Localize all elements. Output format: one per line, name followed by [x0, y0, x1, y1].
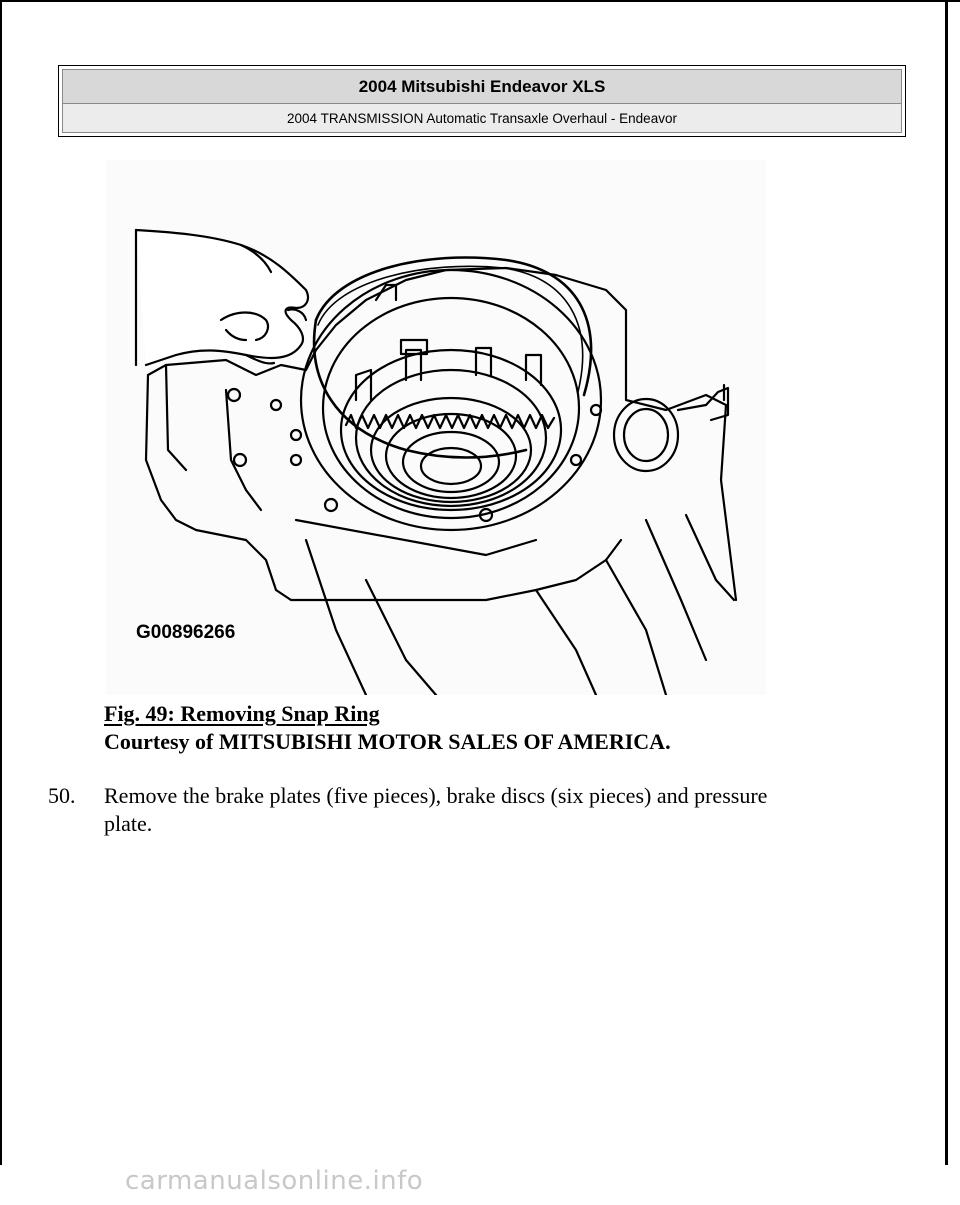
document-header — [58, 65, 906, 137]
frame-top-border — [0, 0, 960, 2]
step-text — [104, 782, 864, 838]
header-inner — [62, 69, 902, 133]
figure-courtesy: Courtesy of MITSUBISHI MOTOR SALES OF AMERICA. — [104, 729, 671, 754]
step-line-2: plate. — [104, 811, 153, 836]
watermark-footer: carmanualsonline.info — [125, 1166, 424, 1196]
step-number: 50. — [48, 783, 76, 808]
header-title: 2004 Mitsubishi Endeavor XLS — [63, 70, 901, 104]
figure-caption — [104, 700, 671, 756]
frame-right-border — [945, 0, 948, 1165]
figure-title: Fig. 49: Removing Snap Ring — [104, 701, 380, 726]
snap-ring-removal-drawing — [106, 160, 766, 695]
header-subtitle: 2004 TRANSMISSION Automatic Transaxle Overhaul - Endeavor — [63, 104, 901, 132]
figure-code: G00896266 — [136, 622, 236, 643]
frame-left-border — [0, 0, 2, 1165]
figure-illustration — [106, 160, 766, 695]
step-line-1: Remove the brake plates (five pieces), brake discs (six pieces) and pressure — [104, 783, 768, 808]
